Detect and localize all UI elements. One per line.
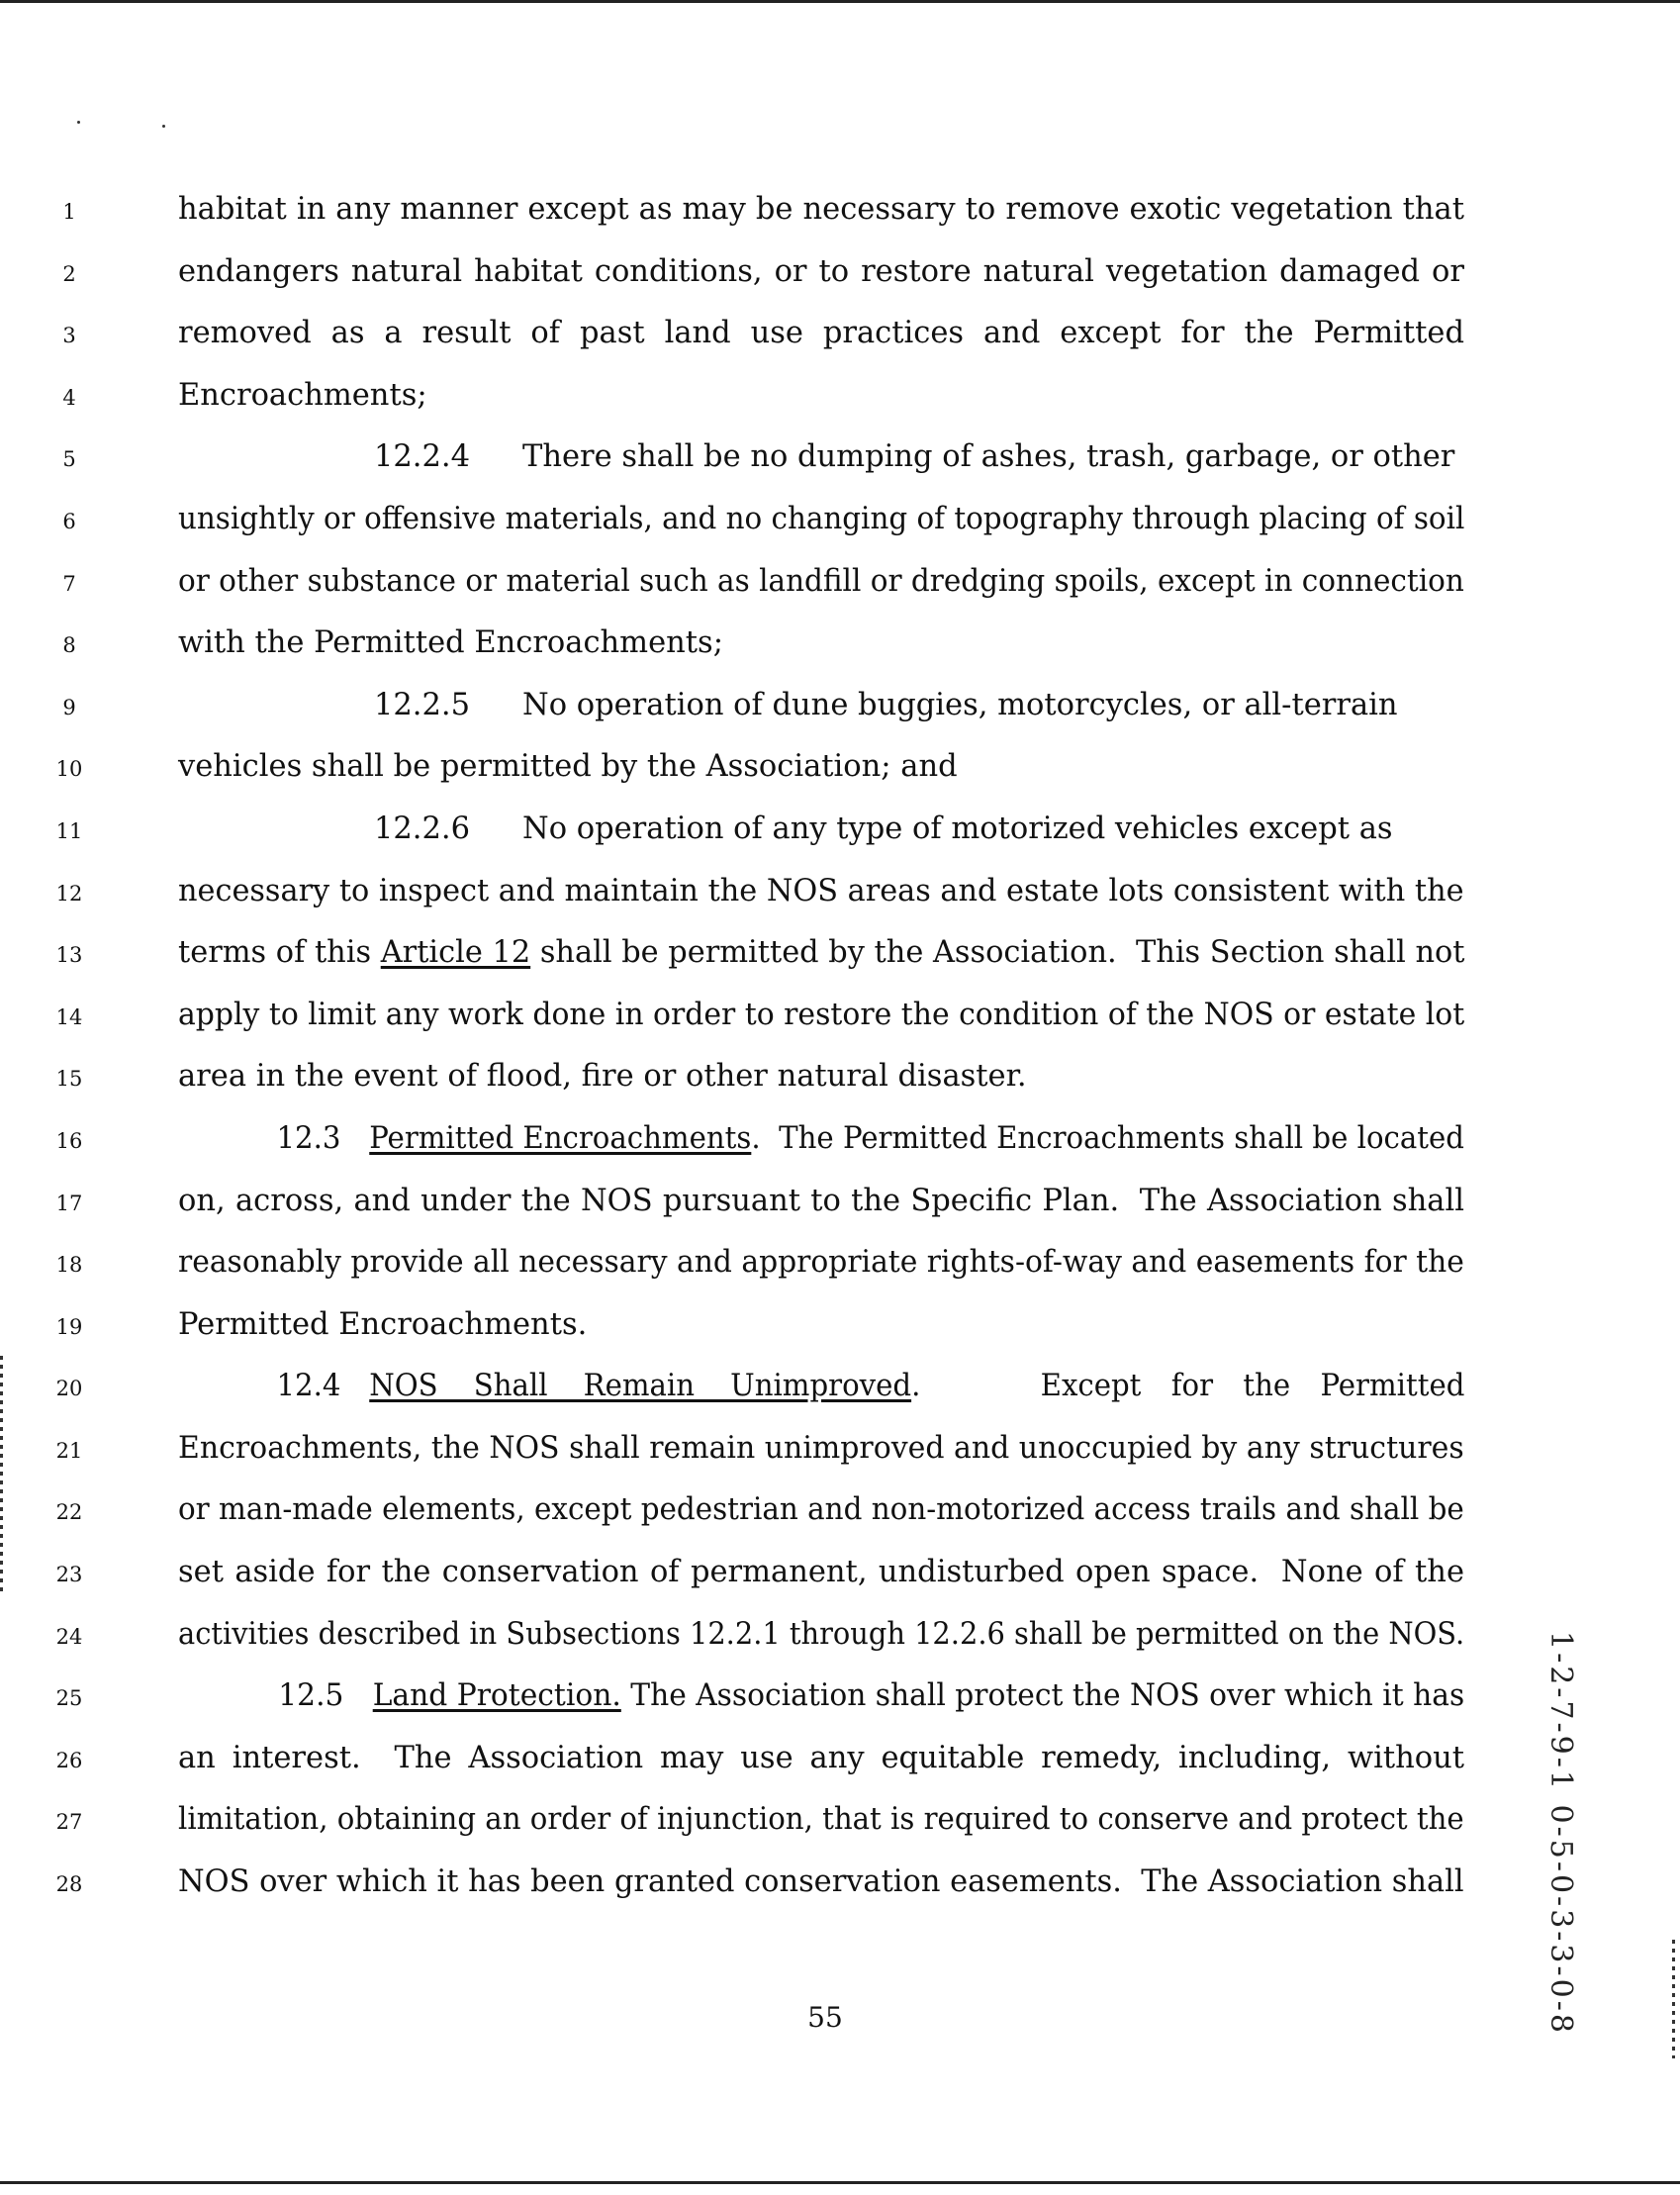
line-number: 18 bbox=[55, 1253, 83, 1278]
line-text bbox=[178, 1306, 1464, 1344]
line-content: set aside for the conservation of permanent, undisturbed open space. None of the bbox=[178, 1555, 1464, 1590]
line-text bbox=[178, 501, 1465, 538]
line-content: necessary to inspect and maintain the NOS areas and estate lots consistent with the bbox=[178, 873, 1464, 908]
line-number: 10 bbox=[55, 757, 83, 782]
line-number: 16 bbox=[55, 1128, 83, 1153]
line-text bbox=[178, 191, 1464, 229]
line-content: vehicles shall be permitted by the Association; and bbox=[178, 749, 958, 785]
text-line bbox=[0, 1183, 1680, 1245]
line-number: 28 bbox=[55, 1872, 83, 1897]
text-line bbox=[0, 1554, 1680, 1616]
text-line bbox=[0, 1430, 1680, 1492]
line-content: with the Permitted Encroachments; bbox=[178, 625, 723, 661]
line-number: 7 bbox=[62, 571, 76, 596]
line-content: apply to limit any work done in order to restore the condition of the NOS or estate lot bbox=[178, 997, 1465, 1032]
line-content: No operation of any type of motorized vehicles except as bbox=[522, 811, 1393, 846]
line-content: shall be permitted by the Association. This Section shall not bbox=[530, 935, 1465, 971]
line-content: an interest. The Association may use any equitable remedy, including, without bbox=[178, 1740, 1464, 1775]
line-content: reasonably provide all necessary and appropriate rights-of-way and easements for the bbox=[178, 1245, 1464, 1281]
text-line bbox=[0, 748, 1680, 811]
line-number: 5 bbox=[62, 447, 76, 472]
line-number: 2 bbox=[62, 261, 76, 286]
text-line bbox=[0, 1120, 1680, 1183]
line-text bbox=[178, 253, 1464, 291]
line-content: Permitted Encroachments. bbox=[178, 1306, 588, 1342]
text-line bbox=[0, 253, 1680, 316]
line-content: . The Permitted Encroachments shall be located bbox=[751, 1120, 1464, 1156]
line-number: 19 bbox=[55, 1314, 83, 1339]
line-number: 13 bbox=[55, 943, 83, 968]
scan-speck bbox=[77, 121, 80, 124]
line-content: habitat in any manner except as may be necessary to remove exotic vegetation that bbox=[178, 192, 1464, 227]
text-line bbox=[0, 1863, 1680, 1926]
line-number: 6 bbox=[62, 509, 76, 533]
line-content: NOS over which it has been granted conservation easements. The Association shall bbox=[178, 1864, 1464, 1900]
line-text bbox=[178, 1491, 1464, 1529]
line-content: limitation, obtaining an order of injunction, that is required to conserve and protect the bbox=[178, 1802, 1464, 1838]
line-text bbox=[178, 1244, 1464, 1282]
line-number: 1 bbox=[62, 200, 76, 224]
section-number: 12.2.6 bbox=[374, 811, 471, 846]
line-number: 12 bbox=[55, 881, 83, 906]
line-text bbox=[178, 1801, 1464, 1839]
section-number: 12.4 bbox=[276, 1369, 341, 1404]
line-text bbox=[178, 1120, 1464, 1158]
text-line bbox=[0, 1616, 1680, 1678]
text-line bbox=[0, 997, 1680, 1059]
line-content: activities described in Subsections 12.2.1 through 12.2.6 shall be permitted on the NOS. bbox=[178, 1616, 1465, 1652]
line-number: 20 bbox=[55, 1377, 83, 1401]
line-number: 23 bbox=[55, 1563, 83, 1587]
line-number: 11 bbox=[55, 818, 83, 843]
line-text bbox=[178, 563, 1464, 601]
section-number: 12.5 bbox=[278, 1678, 344, 1714]
line-content: on, across, and under the NOS pursuant to the Specific Plan. The Association shall bbox=[178, 1183, 1464, 1218]
line-content: removed as a result of past land use practices and except for the Permitted bbox=[178, 316, 1464, 351]
recording-stamp-text: 1-2-7-9-1 0-5-0-3-3-0-8 bbox=[1543, 1631, 1578, 2036]
line-number: 26 bbox=[55, 1748, 83, 1772]
line-number: 25 bbox=[55, 1686, 83, 1711]
section-heading: Land Protection. bbox=[372, 1678, 621, 1714]
line-text bbox=[178, 873, 1464, 910]
line-text bbox=[178, 377, 1464, 415]
text-line bbox=[0, 563, 1680, 625]
text-line bbox=[0, 1058, 1680, 1120]
line-number: 4 bbox=[62, 385, 76, 410]
article-reference: Article 12 bbox=[380, 935, 531, 971]
text-line bbox=[0, 191, 1680, 253]
line-number: 3 bbox=[62, 324, 76, 348]
text-line bbox=[0, 1491, 1680, 1554]
top-border-rule bbox=[0, 0, 1680, 3]
line-text bbox=[178, 1368, 1465, 1405]
section-heading: Permitted Encroachments bbox=[369, 1120, 752, 1156]
line-content: No operation of dune buggies, motorcycles, or all-terrain bbox=[522, 687, 1398, 722]
line-text bbox=[178, 748, 1464, 786]
line-number: 9 bbox=[62, 695, 76, 719]
line-text bbox=[178, 1740, 1464, 1777]
scan-speck bbox=[162, 125, 165, 128]
line-text bbox=[178, 1183, 1464, 1220]
line-text bbox=[178, 1058, 1464, 1096]
text-line bbox=[0, 624, 1680, 687]
pleading-text-body bbox=[0, 191, 1680, 1926]
line-text bbox=[178, 1430, 1464, 1468]
line-text bbox=[178, 1677, 1465, 1715]
line-content: terms of this bbox=[178, 935, 381, 971]
line-text bbox=[178, 811, 1464, 848]
bottom-border-rule bbox=[0, 2181, 1680, 2184]
line-content: or man-made elements, except pedestrian and non-motorized access trails and shall be bbox=[178, 1492, 1464, 1528]
line-number: 21 bbox=[55, 1438, 83, 1463]
text-line bbox=[0, 377, 1680, 439]
text-line bbox=[0, 315, 1680, 377]
line-text bbox=[178, 438, 1464, 476]
line-text bbox=[178, 1554, 1464, 1591]
line-text bbox=[178, 997, 1465, 1034]
text-line bbox=[0, 501, 1680, 563]
recording-stamp bbox=[1543, 1631, 1615, 2036]
line-number: 17 bbox=[55, 1191, 83, 1215]
text-line bbox=[0, 1801, 1680, 1863]
line-text bbox=[178, 315, 1464, 352]
line-number: 15 bbox=[55, 1067, 83, 1092]
text-line bbox=[0, 1740, 1680, 1802]
line-content: There shall be no dumping of ashes, trash, garbage, or other bbox=[522, 439, 1455, 475]
page-number: 55 bbox=[807, 2001, 843, 2034]
line-text bbox=[178, 1616, 1465, 1654]
section-number: 12.3 bbox=[276, 1120, 341, 1156]
line-content: or other substance or material such as landfill or dredging spoils, except in connection bbox=[178, 563, 1464, 599]
text-line bbox=[0, 934, 1680, 997]
section-number: 12.2.5 bbox=[374, 687, 471, 722]
line-text bbox=[178, 624, 1464, 662]
text-line bbox=[0, 1368, 1680, 1430]
line-number: 22 bbox=[55, 1500, 83, 1525]
line-text bbox=[178, 687, 1464, 724]
text-line bbox=[0, 1677, 1680, 1740]
line-content: endangers natural habitat conditions, or to restore natural vegetation damaged or bbox=[178, 253, 1464, 289]
line-content: area in the event of flood, fire or other natural disaster. bbox=[178, 1059, 1027, 1095]
line-content: Encroachments; bbox=[178, 377, 427, 413]
text-line bbox=[0, 438, 1680, 501]
text-line bbox=[0, 1244, 1680, 1306]
line-content: unsightly or offensive materials, and no changing of topography through placing of soil bbox=[178, 501, 1465, 536]
line-content: . Except for the Permitted bbox=[911, 1369, 1465, 1404]
line-content: Encroachments, the NOS shall remain unimproved and unoccupied by any structures bbox=[178, 1430, 1464, 1466]
line-number: 24 bbox=[55, 1624, 83, 1649]
line-text bbox=[178, 934, 1465, 972]
line-number: 27 bbox=[55, 1810, 83, 1835]
text-line bbox=[0, 1306, 1680, 1369]
line-text bbox=[178, 1863, 1464, 1901]
text-line bbox=[0, 687, 1680, 749]
line-number: 8 bbox=[62, 633, 76, 658]
line-number: 14 bbox=[55, 1004, 83, 1029]
section-number: 12.2.4 bbox=[374, 439, 471, 475]
line-content: The Association shall protect the NOS over which it has bbox=[620, 1678, 1465, 1714]
right-margin-mark bbox=[1672, 1940, 1675, 2058]
text-line bbox=[0, 873, 1680, 935]
section-heading: NOS Shall Remain Unimproved bbox=[369, 1369, 912, 1404]
text-line bbox=[0, 811, 1680, 873]
